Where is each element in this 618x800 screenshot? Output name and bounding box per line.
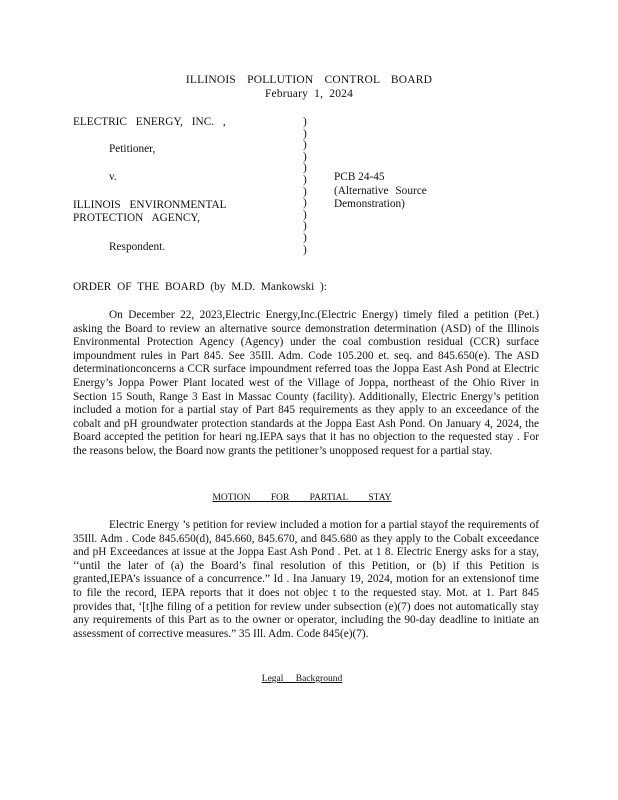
board-name-heading: ILLINOIS POLLUTION CONTROL BOARD <box>185 74 433 86</box>
caption-parentheses <box>303 117 313 256</box>
respondent-name-line2: PROTECTION AGENCY, <box>73 212 200 224</box>
motion-section-heading <box>0 492 618 504</box>
caption-paren: ) <box>303 220 307 233</box>
respondent-role: Respondent. <box>109 241 166 253</box>
order-of-the-board-title: ORDER OF THE BOARD (by M.D. Mankowski ): <box>73 281 327 293</box>
caption-paren: ) <box>303 150 307 163</box>
caption-paren: ) <box>303 185 307 198</box>
caption-paren: ) <box>303 173 307 186</box>
paragraph-motion-text: Electric Energy ’s petition for review included a motion for a partial stayof the requirements of 35Ill. Adm . Code 845.650(d), 845.660, 845.670, and 845.680 as they apply to the Cobalt exceedance and pH Exceedances at issue at the Joppa East Ash Pond . Pet. at 1 8. Electric Energy asks for a stay, ‘‘until the later of (a) the Board’s final resolution of this Petition, or (b) if this Petition is granted,IEPA’s issuance of a concurrence.” Id . Ina January 19, 2024, motion for an extensionof time to file the record, IEPA reports that it does not objec t to the requested stay. Mot. at 1. Part 845 provides that, ‘[t]he filing of a petition for review under subsection (e)(7) does not automatically stay any requirements of this Part as to the owner or operator, including the 90-day deadline to initiate an assessment of corrective measures.” 35 Ill. Adm. Code 845(e)(7). <box>73 519 539 640</box>
legal-background-heading <box>0 673 618 685</box>
motion-section-heading-text: MOTION FOR PARTIAL STAY <box>212 493 392 503</box>
caption-paren: ) <box>303 162 307 175</box>
petitioner-name: ELECTRIC ENERGY, INC. , <box>73 116 226 128</box>
paragraph-motion <box>73 519 539 641</box>
caption-paren: ) <box>303 243 307 256</box>
legal-background-heading-text: Legal Background <box>261 674 343 684</box>
caption-paren: ) <box>303 208 307 221</box>
caption-paren: ) <box>303 127 307 140</box>
caption-paren: ) <box>303 197 307 210</box>
paragraph-intro-text: On December 22, 2023,Electric Energy,Inc.(Electric Energy) timely filed a petition (Pet.) asking the Board to review an alternative source demonstration determination (ASD) of the Illinois Environmental Protection Agency (Agency) under the coal combustion residual (CCR) surface impoundment rules in Part 845. See 35Ill. Adm. Code 105.200 et. seq. and 845.650(e). The ASD determinationconcerns a CCR surface impoundment referred toas the Joppa East Ash Pond at Electric Energy’s Joppa Power Plant located west of the Village of Joppa, northeast of the Ohio River in Section 15 South, Range 3 East in Massac County (facility). Additionally, Electric Energy’s petition included a motion for a partial stay of Part 845 requirements as they apply to an exceedance of the cobalt and pH groundwater protection standards at the Joppa East Ash Pond. On January 4, 2024, the Board accepted the petition for heari ng.IEPA says that it has no objection to the requested stay . For the reasons below, the Board now grants the petitioner’s unopposed request for a partial stay. <box>73 309 539 457</box>
caption-paren: ) <box>303 116 307 128</box>
order-date: February 1, 2024 <box>264 88 354 100</box>
paragraph-intro <box>73 309 539 459</box>
case-type-line1: (Alternative Source <box>334 185 427 197</box>
petitioner-role: Petitioner, <box>109 143 156 155</box>
versus-label: v. <box>109 171 117 183</box>
respondent-name-line1: ILLINOIS ENVIRONMENTAL <box>73 199 227 211</box>
caption-paren: ) <box>303 139 307 152</box>
caption-paren: ) <box>303 231 307 244</box>
case-type-line2: Demonstration) <box>334 198 405 210</box>
case-number: PCB 24-45 <box>334 171 385 183</box>
